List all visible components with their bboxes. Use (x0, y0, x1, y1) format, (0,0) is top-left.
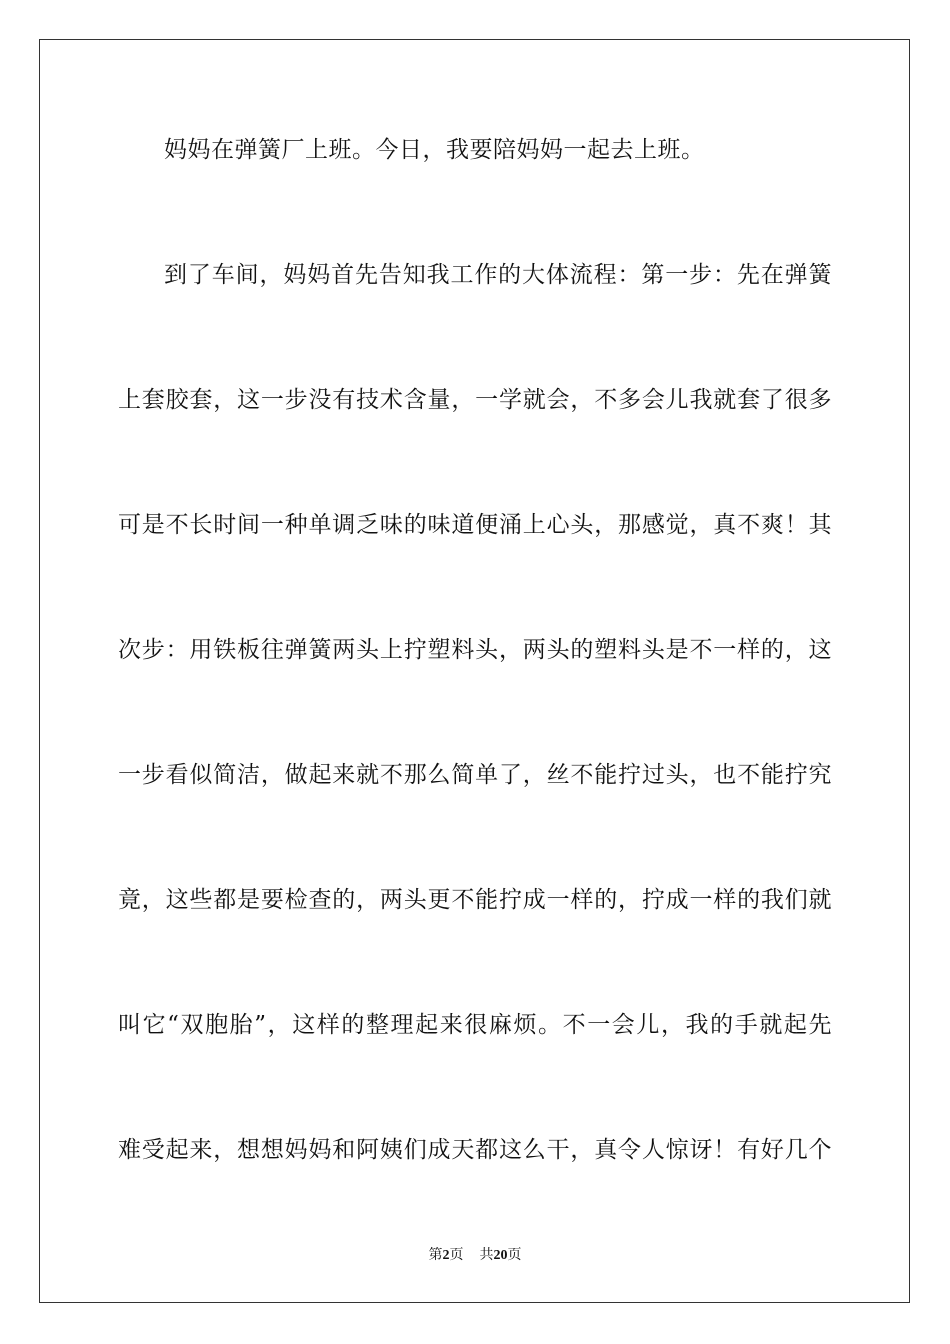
paragraph-line-4: 可是不长时间一种单调乏味的味道便涌上心头，那感觉，真不爽！其 (118, 512, 832, 538)
paragraph-line-1: 妈妈在弹簧厂上班。今日，我要陪妈妈一起去上班。 (164, 137, 705, 163)
page-prefix: 第 (428, 1247, 443, 1263)
paragraph-line-6: 一步看似简洁，做起来就不那么简单了，丝不能拧过头，也不能拧究 (118, 762, 832, 788)
total-suffix: 页 (507, 1247, 522, 1263)
paragraph-line-8: 叫它“双胞胎”，这样的整理起来很麻烦。不一会儿，我的手就起先 (118, 1012, 832, 1038)
paragraph-line-2: 到了车间，妈妈首先告知我工作的大体流程：第一步：先在弹簧 (164, 262, 832, 288)
paragraph-line-7: 竟，这些都是要检查的，两头更不能拧成一样的，拧成一样的我们就 (118, 887, 832, 913)
total-prefix: 共 (479, 1247, 494, 1263)
page-suffix: 页 (449, 1247, 464, 1263)
page-border (39, 39, 910, 1303)
page-number: 2 (442, 1248, 450, 1263)
page-indicator (429, 1247, 464, 1263)
paragraph-line-9: 难受起来，想想妈妈和阿姨们成天都这么干，真令人惊讶！有好几个 (118, 1137, 832, 1163)
total-pages: 20 (493, 1248, 508, 1263)
page-footer (0, 1246, 950, 1265)
total-pages-indicator (480, 1247, 522, 1263)
paragraph-line-3: 上套胶套，这一步没有技术含量，一学就会，不多会儿我就套了很多 (118, 387, 832, 413)
paragraph-line-5: 次步：用铁板往弹簧两头上拧塑料头，两头的塑料头是不一样的，这 (118, 637, 832, 663)
